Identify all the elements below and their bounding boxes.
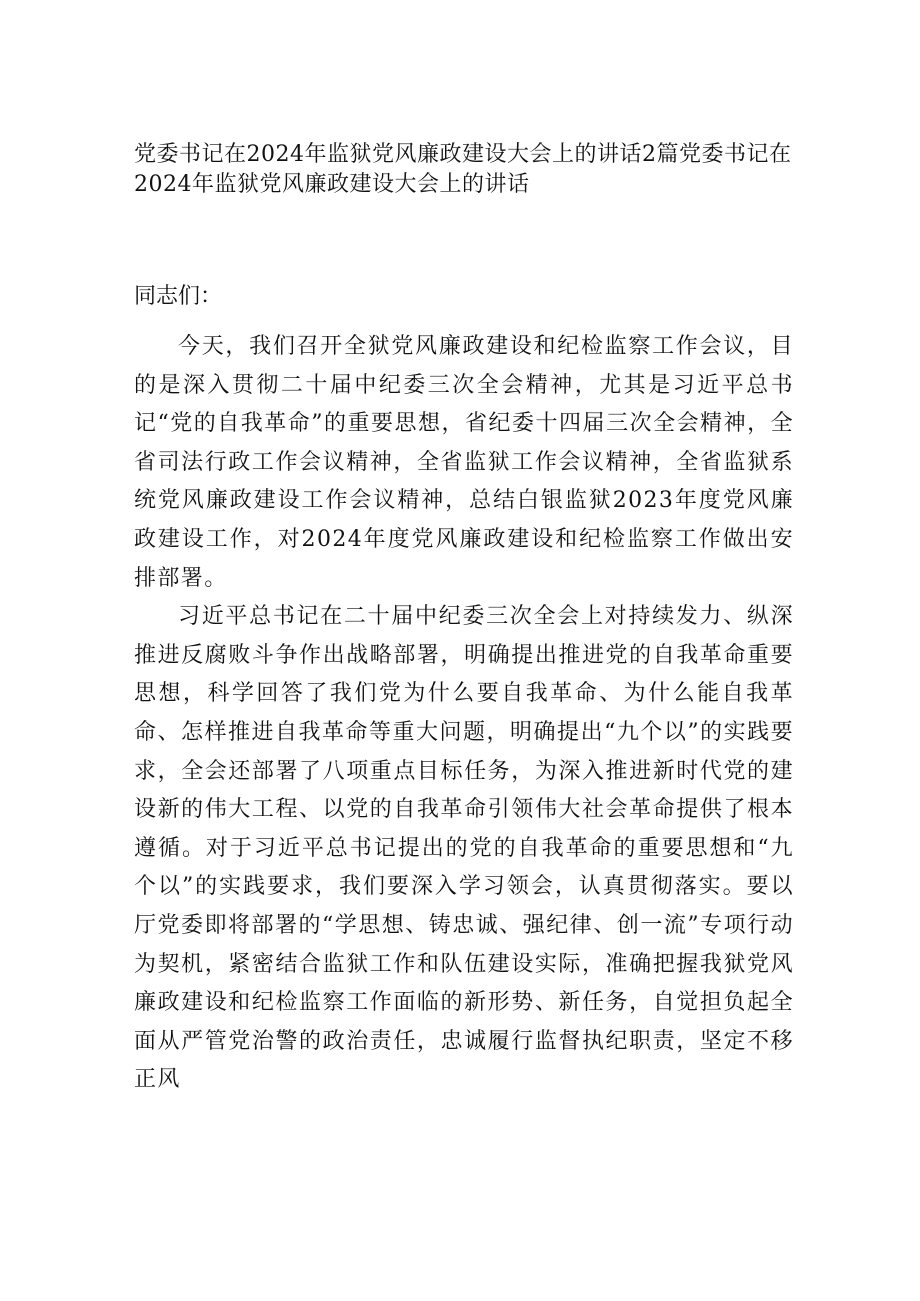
document-body: [134, 328, 794, 1100]
paragraph-opening: 今天，我们召开全狱党风廉政建设和纪检监察工作会议，目的是深入贯彻二十届中纪委三次全会精神，尤其是习近平总书记“党的自我革命”的重要思想，省纪委十四届三次全会精神，全省司法行政工作会议精神，全省监狱工作会议精神，全省监狱系统党风廉政建设工作会议精神，总结白银监狱2023年度党风廉政建设工作，对2024年度党风廉政建设和纪检监察工作做出安排部署。: [134, 334, 794, 591]
document-title: 党委书记在2024年监狱党风廉政建设大会上的讲话2篇党委书记在2024年监狱党风廉政建设大会上的讲话: [134, 142, 792, 197]
salutation: 同志们：: [134, 284, 223, 309]
paragraph-self-revolution: 习近平总书记在二十届中纪委三次全会上对持续发力、纵深推进反腐败斗争作出战略部署，明确提出推进党的自我革命重要思想，科学回答了我们党为什么要自我革命、为什么能自我革命、怎样推进自我革命等重大问题，明确提出“九个以”的实践要求，全会还部署了八项重点目标任务，为深入推进新时代党的建设新的伟大工程、以党的自我革命引领伟大社会革命提供了根本遵循。对于习近平总书记提出的党的自我革命的重要思想和“九个以”的实践要求，我们要深入学习领会，认真贯彻落实。要以厅党委即将部署的“学思想、铸忠诚、强纪律、创一流”专项行动为契机，紧密结合监狱工作和队伍建设实际，准确把握我狱党风廉政建设和纪检监察工作面临的新形势、新任务，自觉担负起全面从严管党治警的政治责任，忠诚履行监督执纪职责，坚定不移正风: [134, 604, 794, 1093]
